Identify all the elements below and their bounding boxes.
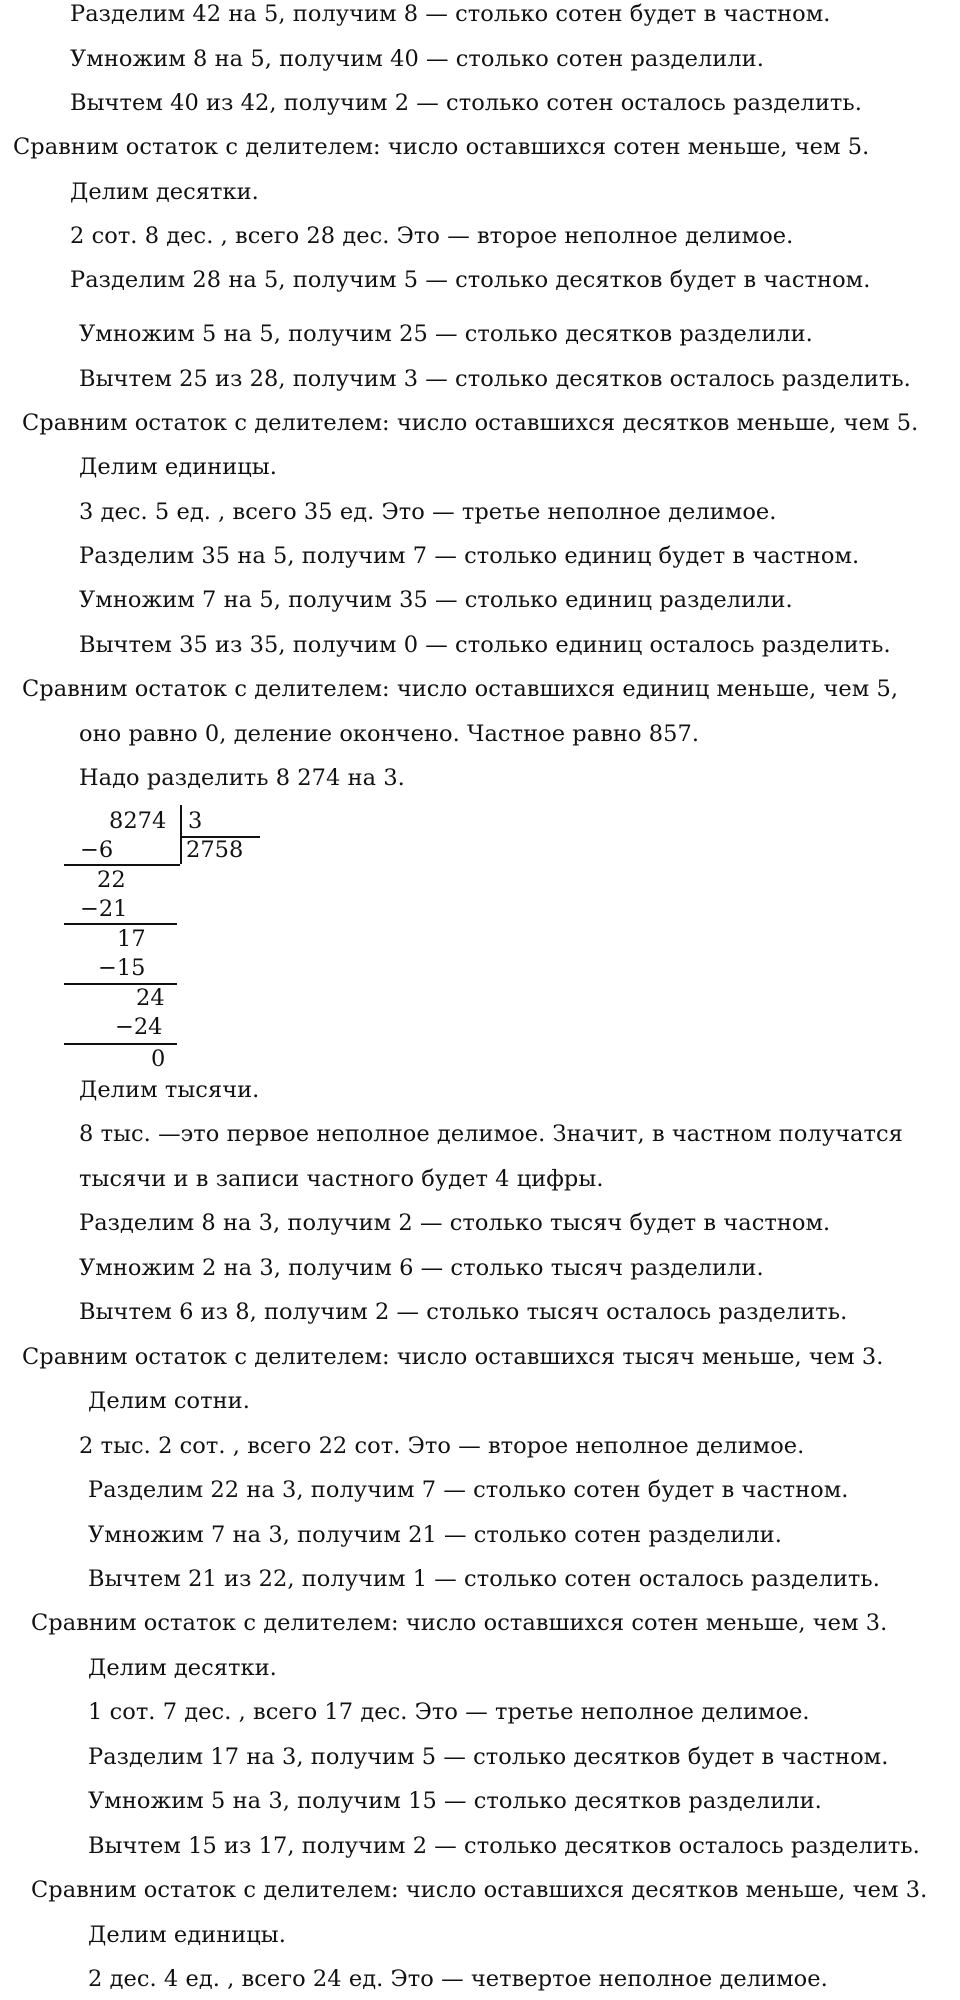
- step-underline: [64, 923, 177, 925]
- text-line: Умножим 7 на 5, получим 35 — столько единиц разделили.: [79, 587, 793, 613]
- division-vertical-line: [180, 805, 182, 864]
- text-line: Сравним остаток с делителем: число оставшихся единиц меньше, чем 5,: [22, 676, 899, 702]
- text-line: Делим десятки.: [88, 1655, 277, 1681]
- subtraction-step: −15: [98, 955, 146, 981]
- partial-dividend: 17: [117, 926, 146, 952]
- text-line: Делим тысячи.: [79, 1077, 260, 1103]
- text-line: 2 тыс. 2 сот. , всего 22 сот. Это — второе неполное делимое.: [79, 1433, 805, 1459]
- text-line: Разделим 42 на 5, получим 8 — столько сотен будет в частном.: [70, 1, 831, 27]
- text-line: Разделим 17 на 3, получим 5 — столько десятков будет в частном.: [88, 1744, 889, 1770]
- quotient: 2758: [186, 837, 244, 863]
- step-underline: [64, 1043, 177, 1045]
- text-line: тысячи и в записи частного будет 4 цифры.: [79, 1166, 604, 1192]
- text-line: Делим единицы.: [79, 454, 277, 480]
- text-line: Сравним остаток с делителем: число оставшихся тысяч меньше, чем 3.: [22, 1344, 884, 1370]
- text-line: Сравним остаток с делителем: число оставшихся сотен меньше, чем 5.: [13, 134, 870, 160]
- text-line: Делим сотни.: [88, 1388, 250, 1414]
- text-line: Вычтем 35 из 35, получим 0 — столько единиц осталось разделить.: [79, 632, 891, 658]
- step-underline: [64, 983, 177, 985]
- text-line: Умножим 7 на 3, получим 21 — столько сотен разделили.: [88, 1522, 782, 1548]
- text-line: Умножим 2 на 3, получим 6 — столько тысяч разделили.: [79, 1255, 764, 1281]
- text-line: Умножим 5 на 5, получим 25 — столько десятков разделили.: [79, 321, 813, 347]
- text-line: Вычтем 6 из 8, получим 2 — столько тысяч осталось разделить.: [79, 1299, 848, 1325]
- text-line: Разделим 35 на 5, получим 7 — столько единиц будет в частном.: [79, 543, 860, 569]
- partial-dividend: 24: [136, 985, 165, 1011]
- text-line: Сравним остаток с делителем: число оставшихся сотен меньше, чем 3.: [31, 1610, 888, 1636]
- text-line: оно равно 0, деление окончено. Частное равно 857.: [79, 721, 700, 747]
- remainder: 0: [151, 1046, 166, 1072]
- text-line: Сравним остаток с делителем: число оставшихся десятков меньше, чем 3.: [31, 1877, 928, 1903]
- text-line: Вычтем 40 из 42, получим 2 — столько сотен осталось разделить.: [70, 90, 862, 116]
- text-line: Делим единицы.: [88, 1922, 286, 1948]
- text-line: Умножим 5 на 3, получим 15 — столько десятков разделили.: [88, 1788, 822, 1814]
- subtraction-step: −21: [80, 896, 128, 922]
- text-line: Умножим 8 на 5, получим 40 — столько сотен разделили.: [70, 46, 764, 72]
- text-line: Вычтем 25 из 28, получим 3 — столько десятков осталось разделить.: [79, 366, 911, 392]
- partial-dividend: 22: [97, 867, 126, 893]
- text-line: Вычтем 15 из 17, получим 2 — столько десятков осталось разделить.: [88, 1833, 920, 1859]
- text-line: Разделим 28 на 5, получим 5 — столько десятков будет в частном.: [70, 267, 871, 293]
- dividend: 8274: [109, 808, 167, 834]
- text-line: Разделим 22 на 3, получим 7 — столько сотен будет в частном.: [88, 1477, 849, 1503]
- divisor-underline: [180, 836, 260, 838]
- text-line: Разделим 8 на 3, получим 2 — столько тысяч будет в частном.: [79, 1210, 831, 1236]
- text-line: 8 тыс. —это первое неполное делимое. Значит, в частном получатся: [79, 1121, 903, 1147]
- text-line: 2 дес. 4 ед. , всего 24 ед. Это — четвертое неполное делимое.: [88, 1966, 828, 1992]
- step-underline: [64, 864, 180, 866]
- text-line: Вычтем 21 из 22, получим 1 — столько сотен осталось разделить.: [88, 1566, 880, 1592]
- text-line: Сравним остаток с делителем: число оставшихся десятков меньше, чем 5.: [22, 410, 919, 436]
- text-line: 3 дес. 5 ед. , всего 35 ед. Это — третье неполное делимое.: [79, 499, 777, 525]
- text-line: 2 сот. 8 дес. , всего 28 дес. Это — второе неполное делимое.: [70, 223, 794, 249]
- divisor: 3: [188, 808, 203, 834]
- text-line: 1 сот. 7 дес. , всего 17 дес. Это — третье неполное делимое.: [88, 1699, 810, 1725]
- subtraction-step: −6: [80, 837, 114, 863]
- text-line: Делим десятки.: [70, 179, 259, 205]
- text-line: Надо разделить 8 274 на 3.: [79, 765, 405, 791]
- subtraction-step: −24: [115, 1014, 163, 1040]
